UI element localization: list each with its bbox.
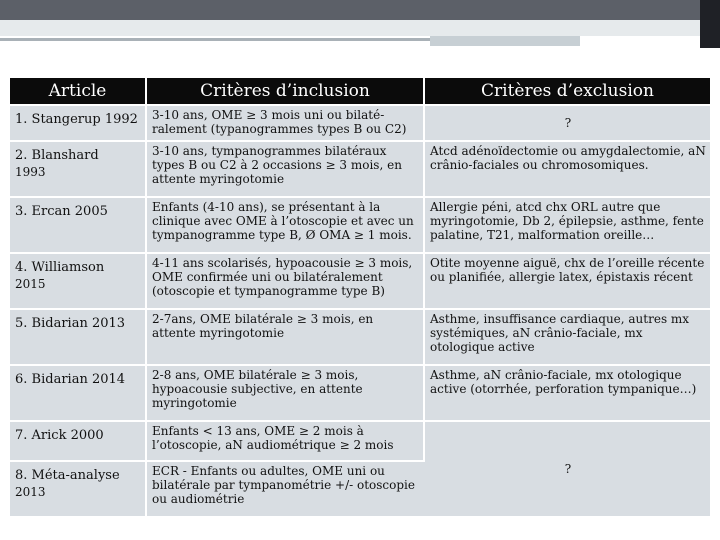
exclusion-cell: Otite moyenne aiguë, chx de l’oreille récente ou planifiée, allergie latex, épistaxis récent: [425, 252, 710, 308]
article-cell: [10, 460, 147, 516]
article-name: 8. Méta-analyse: [15, 468, 120, 483]
article-name: 4. Williamson: [15, 260, 105, 275]
inclusion-cell: Enfants (4-10 ans), se présentant à la clinique avec OME à l’otoscopie et avec un tympanogramme type B, Ø OMA ≥ 1 mois.: [147, 196, 425, 252]
table-row: [10, 420, 710, 460]
inclusion-cell: 4-11 ans scolarisés, hypoacousie ≥ 3 mois, OME confirmée uni ou bilatéralement (otoscopie et tympanogramme type B): [147, 252, 425, 308]
top-banner: [0, 0, 720, 20]
inclusion-cell: 2-8 ans, OME bilatérale ≥ 3 mois, hypoacousie subjective, en attente myringotomie: [147, 364, 425, 420]
exclusion-cell: Asthme, insuffisance cardiaque, autres mx systémiques, aN crânio-faciale, mx otologique active: [425, 308, 710, 364]
article-name: 1. Stangerup 1992: [15, 112, 138, 127]
top-banner-corner: [700, 0, 720, 48]
article-year: 2015: [15, 277, 46, 291]
article-cell: [10, 420, 147, 460]
exclusion-cell: Atcd adénoïdectomie ou amygdalectomie, aN crânio-faciales ou chromosomiques.: [425, 140, 710, 196]
table-row: [10, 104, 710, 140]
table-row: [10, 364, 710, 420]
inclusion-cell: 3-10 ans, tympanogrammes bilatéraux types B ou C2 à 2 occasions ≥ 3 mois, en attente myringotomie: [147, 140, 425, 196]
article-name: 6. Bidarian 2014: [15, 372, 126, 387]
inclusion-cell: ECR - Enfants ou adultes, OME uni ou bilatérale par tympanométrie +/- otoscopie ou audiométrie: [147, 460, 425, 516]
inclusion-cell: Enfants < 13 ans, OME ≥ 2 mois à l’otoscopie, aN audiométrique ≥ 2 mois: [147, 420, 425, 460]
article-year: 1993: [15, 165, 46, 179]
exclusion-cell: ?: [425, 104, 710, 140]
header-band: [0, 20, 700, 36]
header-exclusion: Critères d’exclusion: [425, 78, 710, 104]
article-cell: [10, 364, 147, 420]
article-cell: [10, 140, 147, 196]
article-name: 2. Blanshard: [15, 148, 99, 163]
exclusion-cell: Asthme, aN crânio-faciale, mx otologique active (otorrhée, perforation tympanique…): [425, 364, 710, 420]
exclusion-cell: Allergie péni, atcd chx ORL autre que myringotomie, Db 2, épilepsie, asthme, fente palatine, T21, malformation oreille…: [425, 196, 710, 252]
article-cell: [10, 104, 147, 140]
table-row: [10, 196, 710, 252]
table-header-row: [10, 78, 710, 104]
table-row: [10, 308, 710, 364]
article-year: 2013: [15, 485, 46, 499]
article-cell: [10, 252, 147, 308]
inclusion-cell: 2-7ans, OME bilatérale ≥ 3 mois, en attente myringotomie: [147, 308, 425, 364]
table-row: [10, 252, 710, 308]
article-cell: [10, 308, 147, 364]
article-name: 7. Arick 2000: [15, 428, 104, 443]
article-name: 5. Bidarian 2013: [15, 316, 126, 331]
table-row: [10, 140, 710, 196]
header-accent-line: [0, 36, 580, 46]
header-article: Article: [10, 78, 147, 104]
criteria-table: [10, 78, 710, 516]
article-name: 3. Ercan 2005: [15, 204, 108, 219]
article-cell: [10, 196, 147, 252]
exclusion-cell: ?: [425, 420, 710, 516]
inclusion-cell: 3-10 ans, OME ≥ 3 mois uni ou bilaté-ralement (typanogrammes types B ou C2): [147, 104, 425, 140]
header-inclusion: Critères d’inclusion: [147, 78, 425, 104]
